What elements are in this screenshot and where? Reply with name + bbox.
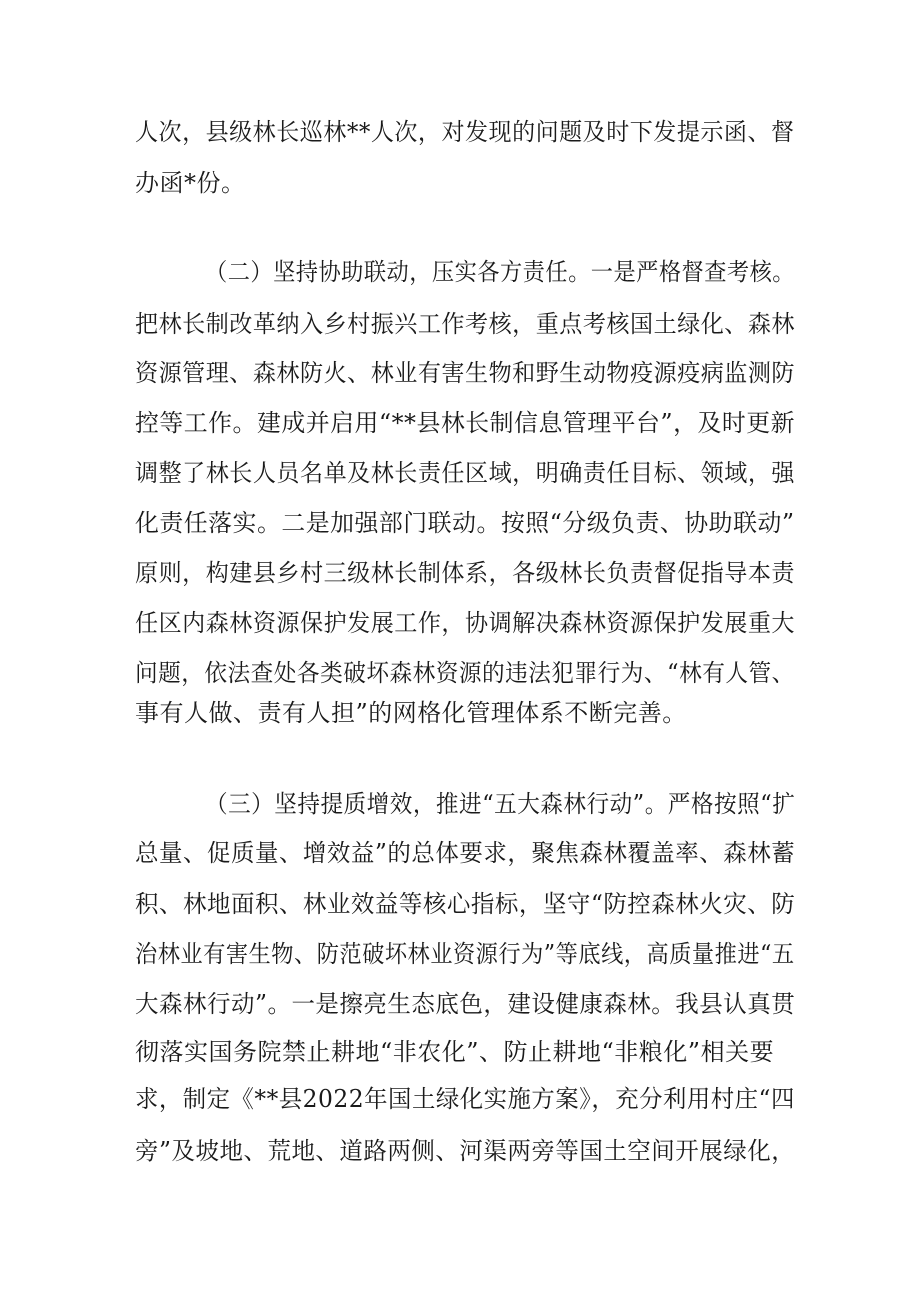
text-line: 任区内森林资源保护发展工作，协调解决森林资源保护发展重大 (135, 609, 796, 637)
text-line: 原则，构建县乡村三级林长制体系，各级林长负责督促指导本责 (135, 559, 796, 587)
text-line: 调整了林长人员名单及林长责任区域，明确责任目标、领域，强 (135, 459, 796, 487)
text-line: 治林业有害生物、防范破坏林业资源行为”等底线，高质量推进“五 (135, 940, 795, 968)
text-line: 事有人做、责有人担”的网格化管理体系不断完善。 (135, 699, 687, 727)
text-line: 总量、促质量、增效益”的总体要求，聚焦森林覆盖率、森林蓄 (135, 839, 796, 867)
text-line: 旁”及坡地、荒地、道路两侧、河渠两旁等国土空间开展绿化， (135, 1137, 796, 1165)
text-line: （二）坚持协助联动，压实各方责任。一是严格督查考核。 (205, 258, 795, 286)
text-line: 问题，依法查处各类破坏森林资源的违法犯罪行为、“林有人管、 (135, 659, 795, 687)
text-line: 大森林行动”。一是擦亮生态底色，建设健康森林。我县认真贯 (135, 990, 796, 1018)
text-line: 人次，县级林长巡林**人次，对发现的问题及时下发提示函、督 (135, 118, 795, 146)
text-line: 资源管理、森林防火、林业有害生物和野生动物疫源疫病监测防 (135, 359, 796, 387)
text-line: 积、林地面积、林业效益等核心指标，坚守“防控森林火灾、防 (135, 890, 796, 918)
text-line: 彻落实国务院禁止耕地“非农化”、防止耕地“非粮化”相关要 (135, 1038, 775, 1066)
text-line: 办函*份。 (135, 169, 246, 197)
text-line: （三）坚持提质增效，推进“五大森林行动”。严格按照“扩 (205, 790, 796, 818)
text-line: 控等工作。建成并启用“**县林长制信息管理平台”，及时更新 (135, 409, 796, 437)
text-line: 化责任落实。二是加强部门联动。按照“分级负责、协助联动” (135, 509, 795, 537)
text-line: 把林长制改革纳入乡村振兴工作考核，重点考核国土绿化、森林 (135, 310, 796, 338)
text-line: 求，制定《**县2022年国土绿化实施方案》，充分利用村庄“四 (135, 1085, 795, 1113)
